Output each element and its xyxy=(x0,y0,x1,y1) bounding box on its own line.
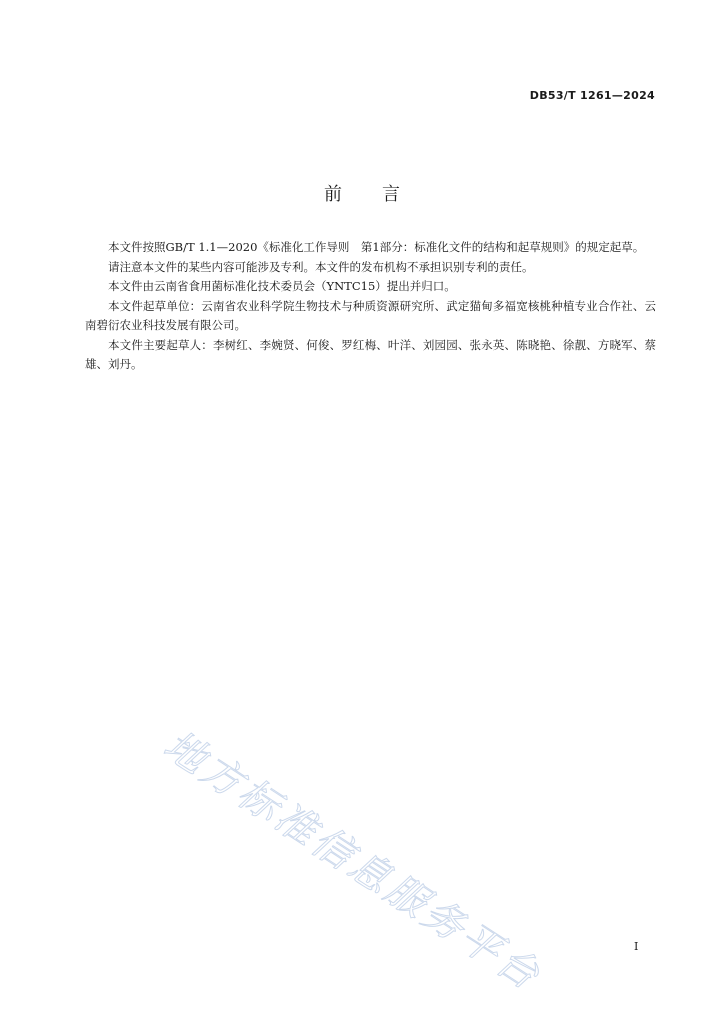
paragraph-drafting-units: 本文件起草单位：云南省农业科学院生物技术与种质资源研究所、武定猫甸多福宽核桃种植专业合作社、云南碧衍农业科技发展有限公司。 xyxy=(85,298,656,332)
paragraph-drafting-rules: 本文件按照GB/T 1.1—2020《标准化工作导则 第1部分：标准化文件的结构和起草规则》的规定起草。 xyxy=(108,240,645,254)
document-code: DB53/T 1261—2024 xyxy=(529,89,655,102)
page-number: I xyxy=(634,940,639,953)
paragraph-drafters: 本文件主要起草人：李树红、李婉贤、何俊、罗红梅、叶洋、刘园园、张永英、陈晓艳、徐靓、方晓军、蔡雄、刘丹。 xyxy=(85,337,656,371)
foreword-body xyxy=(85,238,656,375)
page-title: 前言 xyxy=(324,184,440,205)
paragraph-patent-notice: 请注意本文件的某些内容可能涉及专利。本文件的发布机构不承担识别专利的责任。 xyxy=(108,259,534,274)
paragraph-proposer: 本文件由云南省食用菌标准化技术委员会（YNTC15）提出并归口。 xyxy=(108,279,456,293)
watermark-text: 地方标准信息服务平台 xyxy=(155,722,550,1001)
